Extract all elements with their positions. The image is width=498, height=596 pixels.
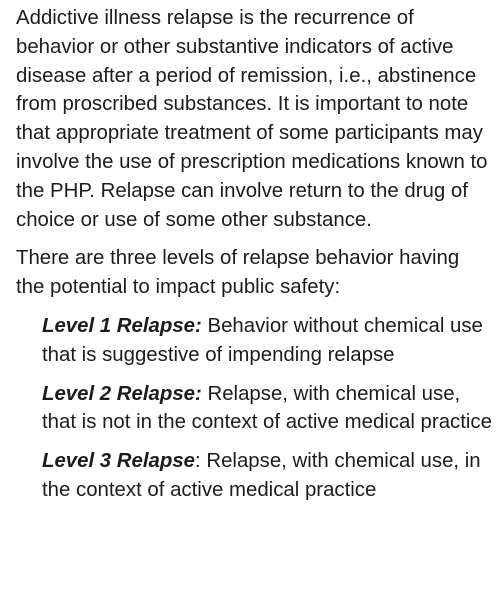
document-body [16,4,492,515]
level-2-relapse-description: Relapse, with chemical use, that is not in the context of active medical practice [42,382,492,434]
level-1-relapse-item [42,312,492,370]
level-3-relapse-item [42,447,492,505]
level-1-relapse-description: Behavior without chemical use that is suggestive of impending relapse [42,314,483,366]
relapse-definition-paragraph: Addictive illness relapse is the recurrence of behavior or other substantive indicators of active disease after a period of remission, i.e., abstinence from proscribed substances. It is important to note that appropriate treatment of some participants may involve the use of prescription medications known to the PHP. Relapse can involve return to the drug of choice or use of some other substance. [16,7,488,231]
level-3-relapse-colon: : [195,450,201,473]
level-3-relapse-description: Relapse, with chemical use, in the context of active medical practice [42,450,481,501]
relapse-levels-intro-paragraph: There are three levels of relapse behavior having the potential to impact public safety: [16,247,460,299]
level-3-relapse-term: Level 3 Relapse [42,450,196,473]
relapse-levels-list [16,312,492,505]
level-2-relapse-term: Level 2 Relapse: [42,382,202,405]
level-1-relapse-term: Level 1 Relapse: [42,314,202,337]
level-2-relapse-item [42,380,492,438]
